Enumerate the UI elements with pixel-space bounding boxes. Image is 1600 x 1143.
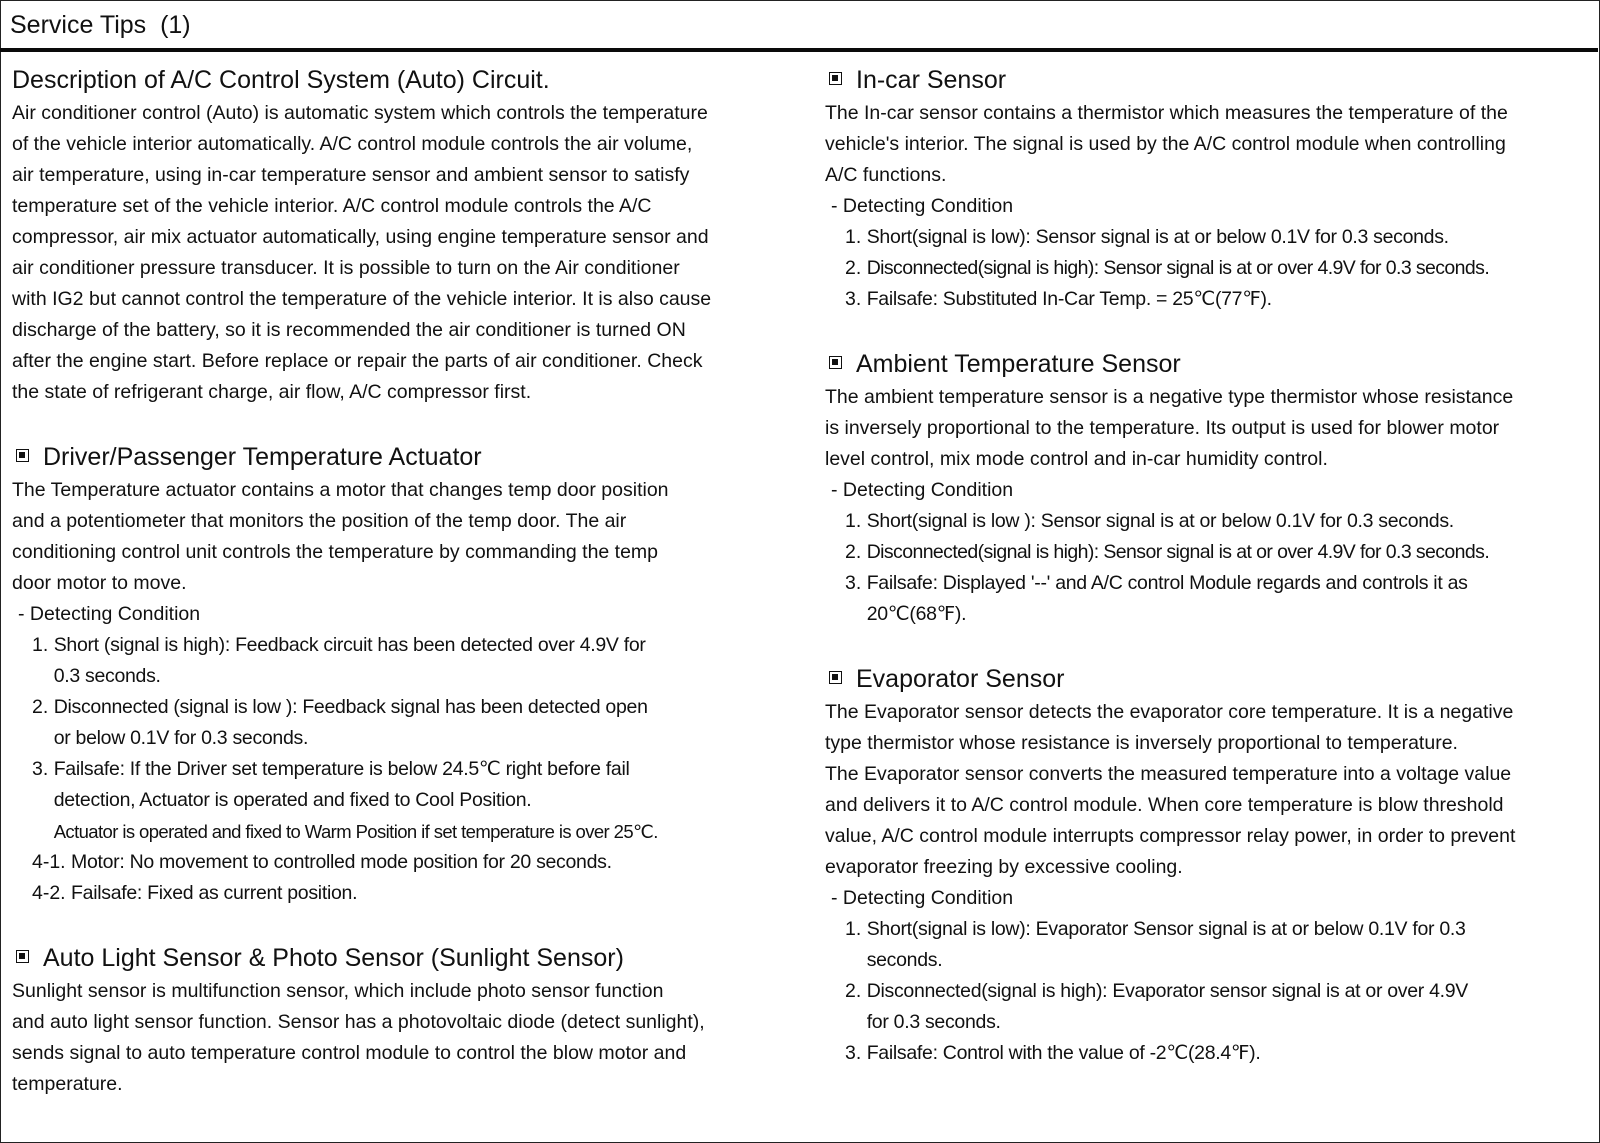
condition-number: 1. xyxy=(845,918,867,940)
condition-line: Short(signal is low ): Sensor signal is at or below 0.1V for 0.3 seconds. xyxy=(866,510,1454,532)
condition-line: Disconnected(signal is high): Sensor signal is at or over 4.9V for 0.3 seconds. xyxy=(866,257,1490,279)
body-line: Air conditioner control (Auto) is automatic system which controls the temperature xyxy=(12,102,708,124)
body-line: discharge of the battery, so it is recommended the air conditioner is turned ON xyxy=(12,319,686,341)
section-body xyxy=(825,382,1595,475)
condition-number: 1. xyxy=(845,510,867,532)
body-line: after the engine start. Before replace or repair the parts of air conditioner. Check xyxy=(12,350,703,372)
condition-line: Failsafe: Displayed '--' and A/C control Module regards and controls it as xyxy=(866,572,1468,594)
body-line: type thermistor whose resistance is inversely proportional to temperature. xyxy=(825,732,1458,754)
spacer xyxy=(825,315,1595,346)
body-line: and delivers it to A/C control module. When core temperature is blow threshold xyxy=(825,794,1504,816)
body-line: The Evaporator sensor detects the evaporator core temperature. It is a negative xyxy=(825,701,1514,723)
section-title-text: Evaporator Sensor xyxy=(856,665,1065,693)
section-evaporator-sensor xyxy=(825,661,1595,1069)
condition-number: 3. xyxy=(845,572,867,594)
condition-text xyxy=(867,506,1595,537)
condition-line: Disconnected(signal is high): Sensor signal is at or over 4.9V for 0.3 seconds. xyxy=(866,541,1490,563)
condition-number: 3. xyxy=(845,1042,867,1064)
section-title-text: Driver/Passenger Temperature Actuator xyxy=(43,443,482,471)
square-bullet-icon xyxy=(16,449,29,462)
body-line: Sunlight sensor is multifunction sensor, which include photo sensor function xyxy=(12,980,664,1002)
condition-line: Short(signal is low): Evaporator Sensor signal is at or below 0.1V for 0.3 xyxy=(866,918,1466,940)
section-body xyxy=(825,697,1595,883)
section-title xyxy=(825,346,1595,382)
condition-item xyxy=(825,568,1595,630)
condition-text xyxy=(867,1038,1595,1069)
body-line: door motor to move. xyxy=(12,572,187,594)
square-bullet-icon xyxy=(16,950,29,963)
condition-line: Short(signal is low): Sensor signal is at or below 0.1V for 0.3 seconds. xyxy=(866,226,1449,248)
section-ac-control-description xyxy=(12,62,782,408)
condition-number: 4-2. xyxy=(32,882,72,904)
body-line: A/C functions. xyxy=(825,164,947,186)
condition-number: 2. xyxy=(845,541,867,563)
condition-text xyxy=(71,878,782,909)
section-body xyxy=(825,98,1595,191)
section-temperature-actuator xyxy=(12,439,782,909)
section-body xyxy=(12,976,782,1100)
condition-item xyxy=(12,630,782,692)
condition-text xyxy=(54,630,782,692)
condition-item xyxy=(825,222,1595,253)
body-line: and auto light sensor function. Sensor has a photovoltaic diode (detect sunlight), xyxy=(12,1011,705,1033)
condition-number: 1. xyxy=(845,226,867,248)
spacer xyxy=(12,408,782,439)
square-bullet-icon xyxy=(829,356,842,369)
body-line: level control, mix mode control and in-car humidity control. xyxy=(825,448,1328,470)
left-column xyxy=(12,62,782,1100)
condition-text xyxy=(867,568,1595,630)
condition-line: Failsafe: If the Driver set temperature is below 24.5℃ right before fail xyxy=(53,758,630,780)
right-column xyxy=(825,62,1595,1069)
condition-text xyxy=(867,914,1595,976)
body-line: vehicle's interior. The signal is used by the A/C control module when controlling xyxy=(825,133,1506,155)
condition-item xyxy=(825,253,1595,284)
section-body xyxy=(12,98,782,408)
condition-item xyxy=(825,537,1595,568)
condition-number: 2. xyxy=(32,696,54,718)
section-incar-sensor xyxy=(825,62,1595,315)
detecting-condition-heading: - Detecting Condition xyxy=(831,887,1014,909)
condition-number: 3. xyxy=(32,758,54,780)
condition-item xyxy=(825,976,1595,1038)
body-line: and a potentiometer that monitors the position of the temp door. The air xyxy=(12,510,627,532)
section-title xyxy=(825,661,1595,697)
section-title-text: Auto Light Sensor & Photo Sensor (Sunlight Sensor) xyxy=(43,944,624,972)
section-ambient-sensor xyxy=(825,346,1595,630)
body-line: The In-car sensor contains a thermistor which measures the temperature of the xyxy=(825,102,1508,124)
body-line: The Evaporator sensor converts the measured temperature into a voltage value xyxy=(825,763,1512,785)
condition-text xyxy=(54,754,782,847)
body-line: air conditioner pressure transducer. It is possible to turn on the Air conditioner xyxy=(12,257,680,279)
body-line: conditioning control unit controls the temperature by commanding the temp xyxy=(12,541,659,563)
body-line: The Temperature actuator contains a motor that changes temp door position xyxy=(12,479,669,501)
condition-line: 20℃(68℉). xyxy=(866,603,967,625)
condition-text xyxy=(867,537,1595,568)
body-line: compressor, air mix actuator automatically, using engine temperature sensor and xyxy=(12,226,709,248)
condition-item xyxy=(825,284,1595,315)
body-line: temperature set of the vehicle interior. A/C control module controls the A/C xyxy=(12,195,652,217)
body-line: is inversely proportional to the temperature. Its output is used for blower motor xyxy=(825,417,1500,439)
section-sunlight-sensor xyxy=(12,940,782,1100)
body-line: with IG2 but cannot control the temperature of the vehicle interior. It is also cause xyxy=(12,288,712,310)
condition-line: Disconnected (signal is low ): Feedback signal has been detected open xyxy=(53,696,648,718)
page-title-text: Service Tips xyxy=(10,11,147,39)
body-line: evaporator freezing by excessive cooling. xyxy=(825,856,1183,878)
square-bullet-icon xyxy=(829,671,842,684)
body-line: of the vehicle interior automatically. A/C control module controls the air volume, xyxy=(12,133,693,155)
section-title xyxy=(825,62,1595,98)
detecting-condition-heading: - Detecting Condition xyxy=(831,479,1014,501)
condition-text xyxy=(867,222,1595,253)
section-title: Description of A/C Control System (Auto) Circuit. xyxy=(12,66,550,94)
condition-line: Failsafe: Fixed as current position. xyxy=(71,882,358,904)
spacer xyxy=(12,909,782,940)
condition-number: 3. xyxy=(845,288,867,310)
body-line: value, A/C control module interrupts compressor relay power, in order to prevent xyxy=(825,825,1516,847)
condition-item xyxy=(12,847,782,878)
condition-line: detection, Actuator is operated and fixed to Cool Position. xyxy=(53,789,532,811)
condition-item xyxy=(825,914,1595,976)
detecting-condition-heading: - Detecting Condition xyxy=(831,195,1014,217)
condition-item xyxy=(12,754,782,847)
condition-number: 2. xyxy=(845,257,867,279)
square-bullet-icon xyxy=(829,72,842,85)
condition-text xyxy=(867,253,1595,284)
condition-line: for 0.3 seconds. xyxy=(866,1011,1001,1033)
condition-text xyxy=(71,847,782,878)
section-title-text: In-car Sensor xyxy=(856,66,1007,94)
detecting-condition-heading: - Detecting Condition xyxy=(18,603,201,625)
condition-line: or below 0.1V for 0.3 seconds. xyxy=(53,727,309,749)
body-line: The ambient temperature sensor is a negative type thermistor whose resistance xyxy=(825,386,1514,408)
condition-item xyxy=(825,1038,1595,1069)
page-header xyxy=(0,0,1598,52)
spacer xyxy=(825,630,1595,661)
condition-text xyxy=(867,976,1595,1038)
section-title xyxy=(12,439,782,475)
section-title-text: Ambient Temperature Sensor xyxy=(856,350,1181,378)
body-line: the state of refrigerant charge, air flow, A/C compressor first. xyxy=(12,381,532,403)
page-number: (1) xyxy=(160,11,191,39)
condition-item xyxy=(12,692,782,754)
body-line: sends signal to auto temperature control module to control the blow motor and xyxy=(12,1042,687,1064)
condition-line: 0.3 seconds. xyxy=(53,665,161,687)
condition-number: 2. xyxy=(845,980,867,1002)
condition-item xyxy=(12,878,782,909)
condition-line: Failsafe: Substituted In-Car Temp. = 25℃(77℉). xyxy=(866,288,1272,310)
condition-number: 1. xyxy=(32,634,54,656)
condition-line: Disconnected(signal is high): Evaporator sensor signal is at or over 4.9V xyxy=(866,980,1469,1002)
page-title xyxy=(10,10,191,40)
condition-line: Failsafe: Control with the value of -2℃(28.4℉). xyxy=(866,1042,1261,1064)
body-line: temperature. xyxy=(12,1073,123,1095)
condition-text xyxy=(867,284,1595,315)
condition-line: Motor: No movement to controlled mode position for 20 seconds. xyxy=(71,851,612,873)
condition-text xyxy=(54,692,782,754)
section-title xyxy=(12,940,782,976)
condition-number: 4-1. xyxy=(32,851,72,873)
section-body xyxy=(12,475,782,599)
condition-line: seconds. xyxy=(866,949,943,971)
condition-line: Short (signal is high): Feedback circuit has been detected over 4.9V for xyxy=(53,634,646,656)
condition-item xyxy=(825,506,1595,537)
body-line: air temperature, using in-car temperature sensor and ambient sensor to satisfy xyxy=(12,164,690,186)
condition-line: Actuator is operated and fixed to Warm Position if set temperature is over 25℃. xyxy=(53,821,658,842)
